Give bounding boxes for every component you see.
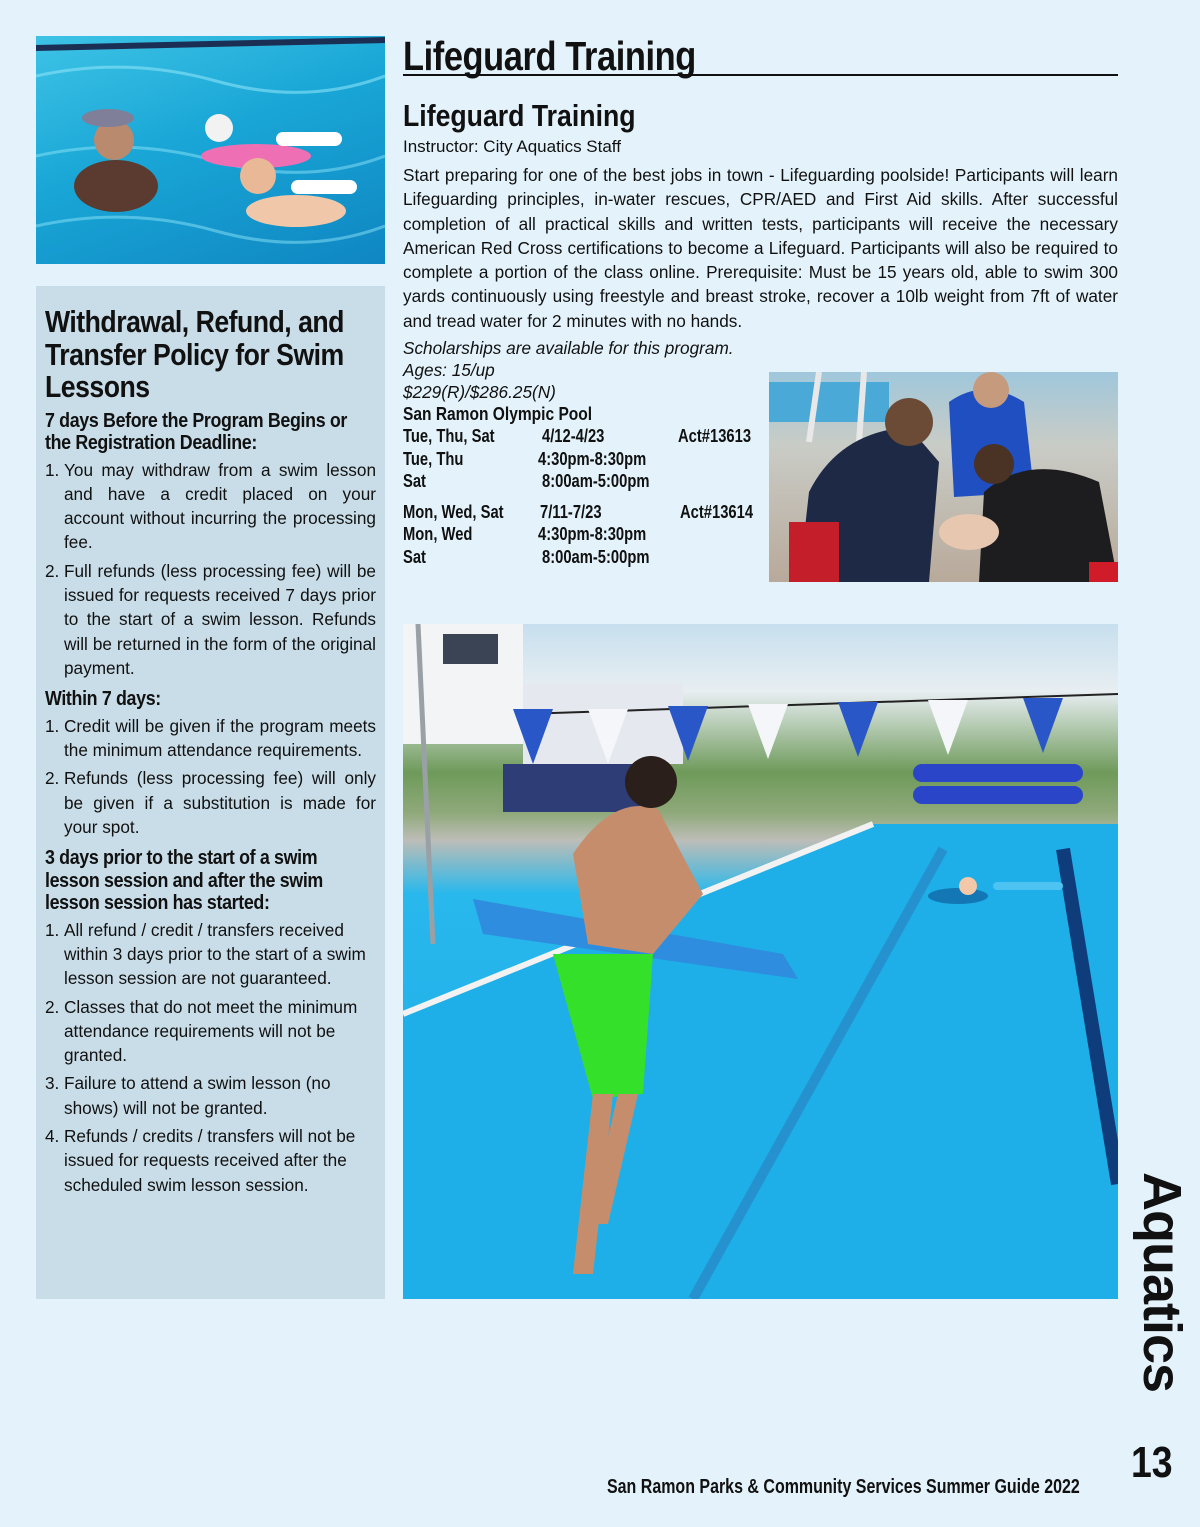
session-time: 8:00am-5:00pm [542,547,650,567]
policy-item: 2. Refunds (less processing fee) will only be given if a substitution is made for your spot. [45,768,376,837]
cpr-training-photo [769,372,1118,582]
session-dates: 7/11-7/23 [540,502,602,522]
location-name: San Ramon Olympic Pool [403,403,593,424]
session-dates: 4/12-4/23 [542,426,605,446]
session-time: 8:00am-5:00pm [542,471,650,491]
policy-section [45,688,376,839]
page-number: 13 [1131,1438,1173,1487]
activity-number: Act#13613 [678,426,752,446]
policy-section-heading: Within 7 days: [45,687,161,711]
policy-item: 1. Credit will be given if the program meets the minimum attendance requirements. [45,715,376,760]
session-time: 4:30pm-8:30pm [538,449,647,469]
policy-section [45,847,376,1197]
policy-list [45,918,376,1197]
session-days: Mon, Wed [403,524,473,544]
lifeguard-pool-photo [403,624,1118,1299]
policy-item: 1. You may withdraw from a swim lesson and have a credit placed on your account without incurring the processing fee. [45,459,376,553]
policy-item: 3. Failure to attend a swim lesson (no shows) will not be granted. [45,1073,331,1118]
policy-list [45,714,376,839]
policy-item: 4. Refunds / credits / transfers will not be issued for requests received after the scheduled swim lesson session. [45,1126,356,1195]
policy-list [45,458,376,681]
policy-title: Withdrawal, Refund, and Transfer Policy for Swim Lessons [45,304,344,404]
scholarship-note: Scholarships are available for this program. [403,338,734,358]
section-heading: Lifeguard Training [403,33,1118,76]
footer-guide-title: San Ramon Parks & Community Services Summer Guide 2022 [607,1475,1080,1498]
activity-number: Act#13614 [680,502,754,522]
session-time: 4:30pm-8:30pm [538,524,647,544]
session-days: Sat [403,471,426,491]
policy-item: 2. Full refunds (less processing fee) will be issued for requests received 7 days prior to the start of a swim lesson. Refunds will be returned in the form of the original payment. [45,560,376,678]
policy-section [45,410,376,681]
session-days: Mon, Wed, Sat [403,502,504,522]
fee-line: $229(R)/$286.25(N) [403,382,556,402]
refund-policy-panel [36,286,385,1299]
swim-lesson-photo [36,36,385,264]
policy-item: 2. Classes that do not meet the minimum attendance requirements will not be granted. [45,996,358,1066]
course-description: Start preparing for one of the best jobs in town - Lifeguarding poolside! Participants will learn Lifeguarding principles, in-water rescues, CPR/AED and First Aid skills. After successful completion of all practical skills and written tests, participants will receive the necessary American Red Cross certifications to become a Lifeguard. Participants will also be required to complete a portion of the class online. Prerequisite: Must be 15 years old, able to swim 300 yards continuously using freestyle and breast stroke, recover a 10lb weight from 7ft of water and tread water for 2 minutes with no hands. [403,165,1118,331]
policy-section-heading: 7 days Before the Program Begins or the Registration Deadline: [45,408,348,454]
session-days: Tue, Thu [403,449,464,469]
course-title: Lifeguard Training [403,98,636,133]
instructor-line: Instructor: City Aquatics Staff [403,137,621,156]
session-days: Sat [403,547,426,567]
policy-section-heading: 3 days prior to the start of a swim lesson session and after the swim lesson session has started: [45,846,323,915]
session-days: Tue, Thu, Sat [403,426,495,446]
section-tab: Aquatics [1132,1172,1192,1393]
ages-line: Ages: 15/up [403,360,495,380]
policy-item: 1. All refund / credit / transfers received within 3 days prior to the start of a swim lesson session are not guaranteed. [45,919,366,989]
